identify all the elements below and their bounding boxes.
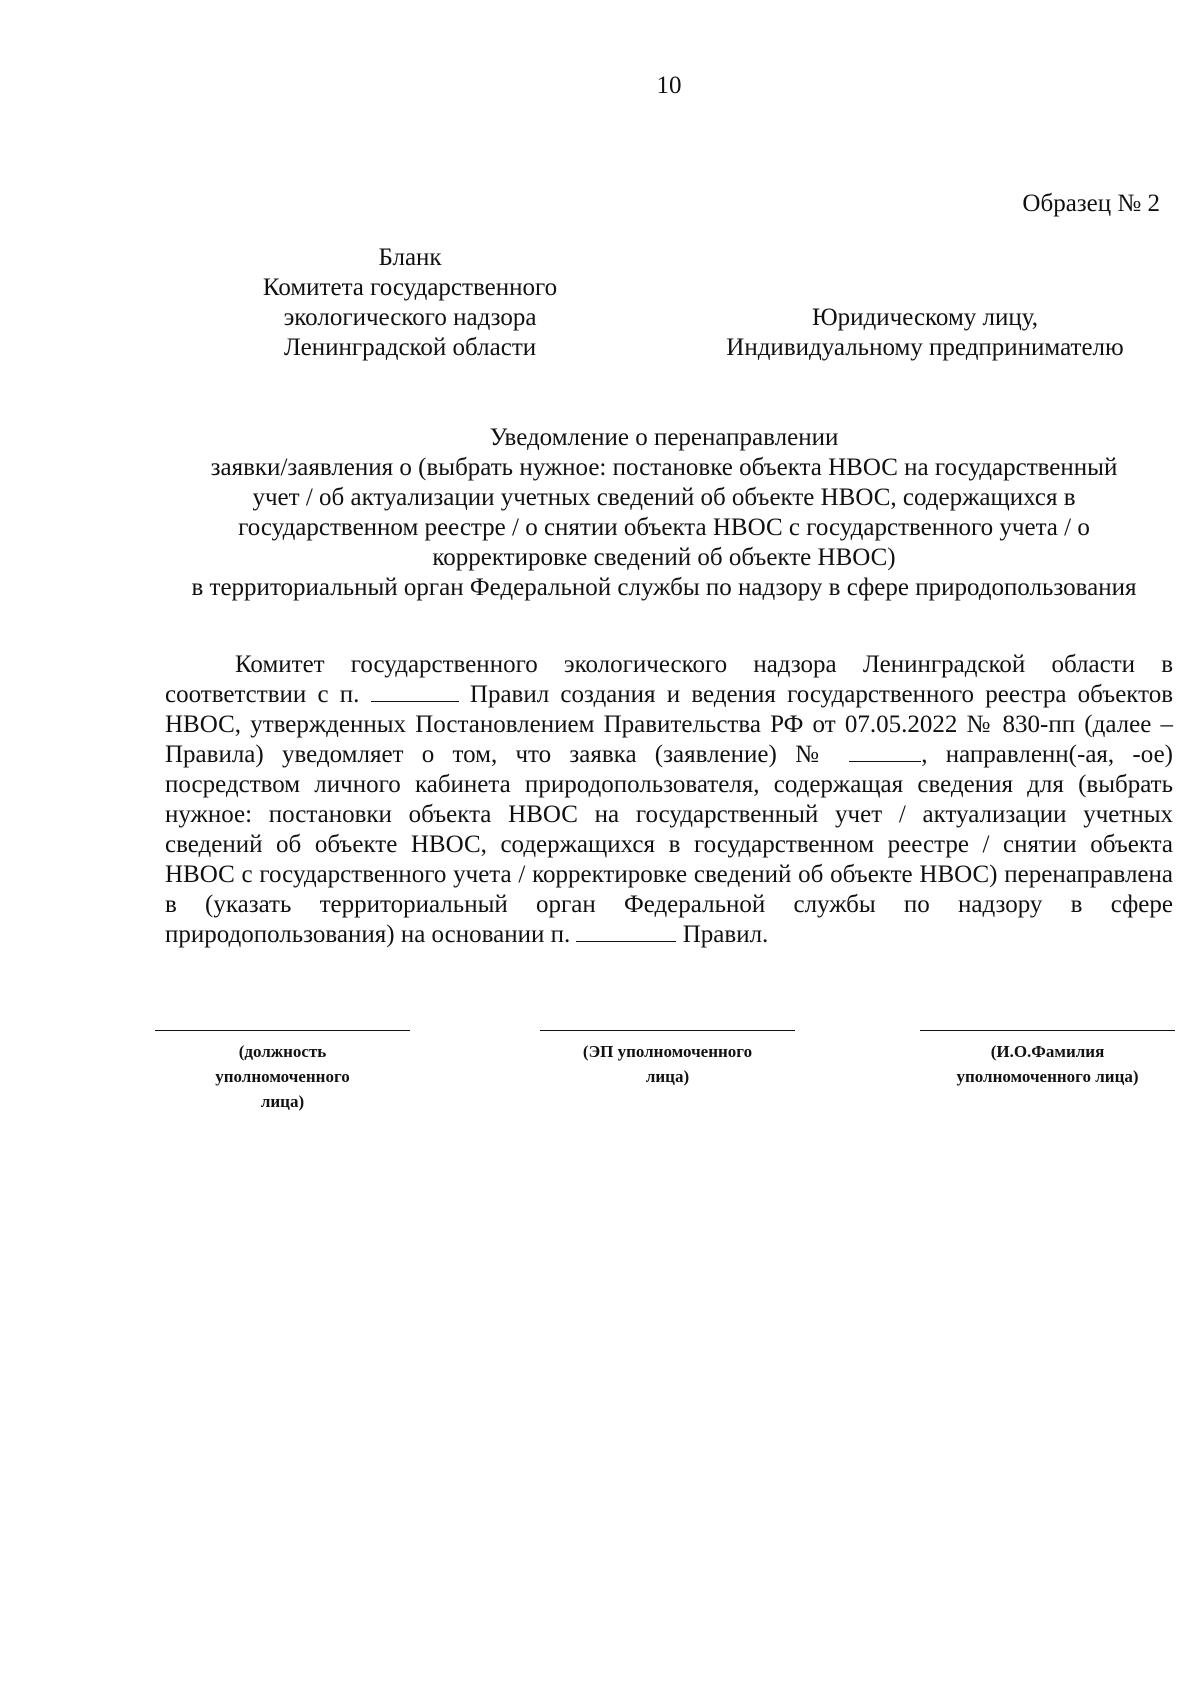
- sender-line: Бланк: [378, 244, 442, 271]
- signature-line[interactable]: [540, 1030, 795, 1031]
- body-text-part: , направленн(-ая, -ое) посредством личного кабинета природопользователя, содержащая сведения для (выбрать нужное: постановки объекта НВОС на государственный учет / актуализации учетных сведений об объекте НВОС, содержащихся в государственном реестре / снятии объекта НВОС с государственного учета / корректировке сведений об объекте НВОС) перенаправлена в (указать территориальный орган Федеральной службы по надзору в сфере природопользования) на основании п.: [165, 741, 1173, 948]
- recipient-line: Юридическому лицу,: [811, 304, 1038, 331]
- caption-line: (ЭП уполномоченного: [582, 1042, 753, 1061]
- page-number: 10: [656, 72, 682, 99]
- recipient-block: [690, 303, 1160, 363]
- title-line: государственном реестре / о снятии объекта НВОС с государственного учета / о: [238, 514, 1090, 541]
- title-line: Уведомление о перенаправлении: [489, 424, 839, 451]
- signature-name: [920, 1030, 1175, 1089]
- clause-number-blank[interactable]: [371, 681, 459, 702]
- recipient-line: Индивидуальному предпринимателю: [726, 334, 1124, 361]
- sender-block: [220, 243, 600, 363]
- signature-caption: [540, 1039, 795, 1089]
- title-line: корректировке сведений об объекте НВОС): [432, 544, 896, 571]
- body-text-part: Правил.: [682, 921, 769, 948]
- basis-clause-blank[interactable]: [576, 921, 676, 942]
- caption-line: уполномоченного: [215, 1067, 350, 1086]
- caption-line: (И.О.Фамилия: [990, 1042, 1105, 1061]
- title-line: заявки/заявления о (выбрать нужное: постановке объекта НВОС на государственный: [210, 454, 1118, 481]
- caption-line: лица): [645, 1067, 690, 1086]
- title-line: в территориальный орган Федеральной службы по надзору в сфере природопользования: [191, 574, 1137, 601]
- sender-line: Комитета государственного: [262, 274, 558, 301]
- body-text-part: Комитет государственного экологического надзора Ленинградской области в соответствии с п.: [165, 651, 1173, 708]
- signature-line[interactable]: [155, 1030, 410, 1031]
- signature-caption: [920, 1039, 1175, 1089]
- caption-line: лица): [260, 1092, 305, 1111]
- signature-ep: [540, 1030, 795, 1089]
- sample-label: Образец № 2: [1022, 190, 1160, 217]
- sender-line: Ленинградской области: [283, 334, 537, 361]
- signature-position: [155, 1030, 410, 1114]
- sender-line: экологического надзора: [283, 304, 537, 331]
- caption-line: (должность: [238, 1042, 327, 1061]
- body-text-part: Правил создания и ведения государственного реестра объектов НВОС, утвержденных Постановлением Правительства РФ от 07.05.2022 № 830-пп (далее – Правила) уведомляет о том, что заявка (заявление) №: [165, 681, 1174, 768]
- notice-title: [155, 423, 1173, 603]
- signature-caption: [155, 1039, 410, 1114]
- caption-line: уполномоченного лица): [956, 1067, 1139, 1086]
- request-number-blank[interactable]: [849, 741, 921, 762]
- title-line: учет / об актуализации учетных сведений об объекте НВОС, содержащихся в: [252, 484, 1076, 511]
- signature-line[interactable]: [920, 1030, 1175, 1031]
- body-paragraph: [165, 650, 1173, 950]
